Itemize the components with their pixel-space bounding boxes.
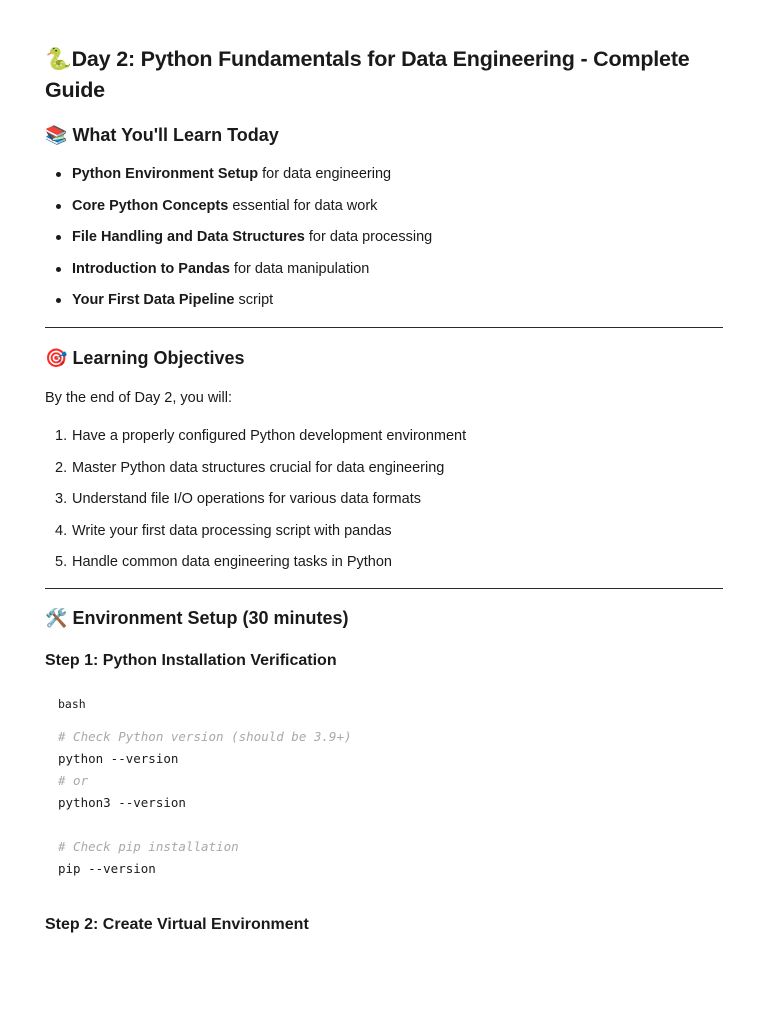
code-line: # Check pip installation: [58, 839, 239, 854]
code-line: python3 --version: [58, 795, 186, 810]
list-number: 3.: [55, 491, 68, 507]
list-item: [45, 489, 466, 521]
code-line: pip --version: [58, 861, 156, 876]
list-item: [45, 164, 432, 196]
list-item-text: Write your first data processing script with pandas: [72, 522, 392, 539]
step-1-heading: Step 1: Python Installation Verification: [45, 652, 337, 669]
section-heading-setup: [45, 606, 348, 631]
list-item: [45, 426, 466, 458]
list-item-text: essential for data work: [228, 197, 378, 214]
objectives-list: [45, 426, 466, 584]
code-line: [58, 814, 352, 836]
list-item-bold: Introduction to Pandas: [72, 260, 230, 277]
list-item-bold: Your First Data Pipeline: [72, 292, 235, 308]
list-item-bold: Python Environment Setup: [72, 166, 259, 182]
list-item: [45, 521, 466, 553]
list-item-text: Understand file I/O operations for various data formats: [72, 491, 421, 507]
divider: [45, 588, 723, 589]
list-item: [45, 458, 466, 490]
list-number: 2.: [55, 459, 68, 476]
list-item-text: script: [234, 292, 274, 308]
code-block: [58, 693, 352, 880]
books-emoji-icon: 📚: [45, 125, 68, 146]
target-emoji-icon: 🎯: [45, 348, 68, 369]
page-title: [45, 44, 725, 106]
objectives-intro: By the end of Day 2, you will:: [45, 390, 232, 406]
code-language-label: bash: [58, 697, 86, 711]
list-item: [45, 227, 432, 259]
code-line: # or: [58, 773, 89, 788]
list-item-bold: File Handling and Data Structures: [72, 229, 305, 245]
tools-emoji-icon: 🛠️: [45, 608, 68, 629]
list-number: 5.: [55, 554, 68, 570]
section-heading-objectives: [45, 346, 245, 371]
list-item-text: for data manipulation: [229, 260, 370, 277]
list-item-text: Master Python data structures crucial for data engineering: [72, 459, 445, 476]
list-item: [45, 552, 466, 584]
list-item-text: Have a properly configured Python development environment: [72, 428, 467, 444]
list-item-text: for data engineering: [258, 166, 392, 182]
list-item: [45, 259, 432, 291]
divider: [45, 327, 723, 328]
section-heading-learn-text: What You'll Learn Today: [72, 125, 279, 145]
section-heading-objectives-text: Learning Objectives: [72, 348, 245, 368]
step-2-heading: Step 2: Create Virtual Environment: [45, 916, 309, 933]
list-number: 4.: [55, 522, 68, 539]
list-item-text: Handle common data engineering tasks in Python: [72, 554, 392, 570]
code-line: python --version: [58, 751, 179, 766]
list-item: [45, 290, 432, 322]
code-line: # Check Python version (should be 3.9+): [58, 729, 352, 744]
list-number: 1.: [55, 428, 68, 444]
section-heading-setup-text: Environment Setup (30 minutes): [72, 608, 349, 628]
snake-emoji-icon: 🐍: [45, 47, 72, 72]
learn-list: [45, 164, 432, 322]
page-title-text: Day 2: Python Fundamentals for Data Engineering - Complete Guide: [45, 47, 690, 102]
section-heading-learn: [45, 123, 279, 148]
list-item: [45, 196, 432, 228]
list-item-text: for data processing: [304, 229, 433, 245]
list-item-bold: Core Python Concepts: [72, 197, 229, 214]
